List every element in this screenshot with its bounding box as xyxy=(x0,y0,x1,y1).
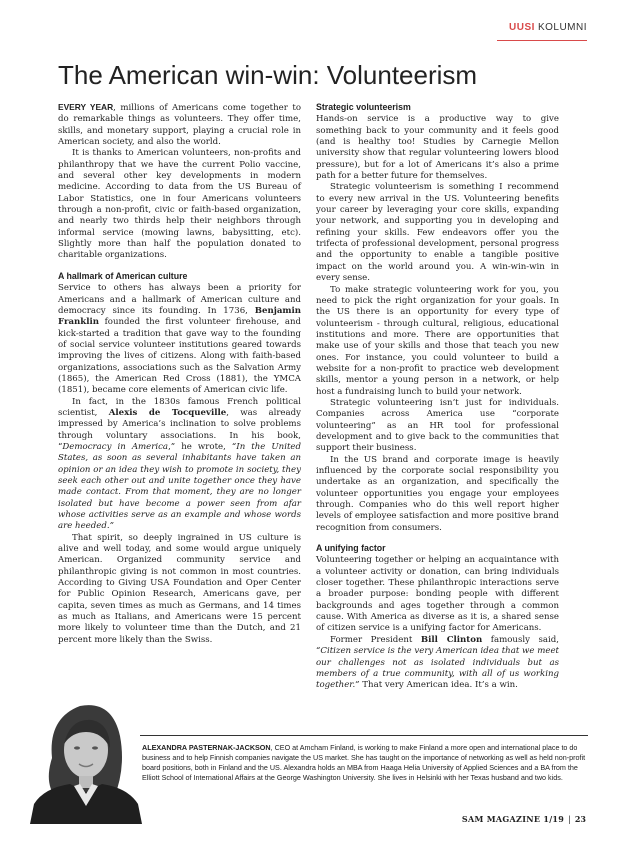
section-tag-name: KOLUMNI xyxy=(537,22,587,33)
subheading: A hallmark of American culture xyxy=(58,270,188,281)
author-bio: ALEXANDRA PASTERNAK-JACKSON, CEO at Amcham Finland, is working to make Finland a more open and international place to do business and to help Finnish companies navigate the US market. She has taught on the importance of networking as well as held non-profit board positions, both in Finland and the US. Alexandra holds an MBA from Haaga Helia University of Applied Sciences and a BA from the Elliott School of International Affairs at the George Washington University. She lives in Helsinki with her Texas husband and two kids. xyxy=(142,743,586,782)
paragraph: In the US brand and corporate image is heavily influenced by the corporate social responsibility you undertake as an organization, and specifically the volunteer opportunities you engage your employees through. Companies who do this well report higher levels of employee satisfaction and more positive brand recognition from consumers. xyxy=(316,454,559,533)
paragraph: Hands-on service is a productive way to give something back to your community and it feels good (and is healthy too! Studies by Carnegie Mellon university show that regular volunteering lowers blood pressure), but for a lot of Americans it’s also a prime path for a better future for themselves. xyxy=(316,114,559,182)
book-title: Democracy in America xyxy=(62,441,169,452)
intro-paragraph: EVERY YEAR, millions of Americans come together to do remarkable things as volunteers. They offer time, skills, and monetary support, playing a crucial role in American society, and also the world. xyxy=(58,102,301,148)
right-column xyxy=(316,102,559,692)
page-footer xyxy=(462,814,586,824)
person-name: Benjamin Franklin xyxy=(58,305,301,328)
magazine-name: SAM MAGAZINE 1/19 xyxy=(461,814,565,824)
person-name: Bill Clinton xyxy=(420,634,483,645)
article-title: The American win-win: Volunteerism xyxy=(58,60,478,90)
paragraph: Strategic volunteering isn’t just for individuals. Companies across America use “corporate volunteering” as an HR tool for professional development and to give back to the communities that support their business. xyxy=(316,397,559,454)
header-rule xyxy=(497,40,587,41)
left-column xyxy=(58,102,301,646)
footer-separator: | xyxy=(568,815,571,824)
person-name: Alexis de Tocqueville xyxy=(108,407,227,418)
paragraph: That spirit, so deeply ingrained in US culture is alive and well today, and some would argue uniquely American. Organized community service and philanthropic giving is not common in most countries. According to Giving USA Foundation and Oper Center for Public Opinion Research, Americans gave, per capita, seven times as much as Germans, and 14 times as much as Italians, and Americans were 15 percent more likely to volunteer time than the Dutch, and 21 percent more likely than the Swiss. xyxy=(58,532,301,645)
intro-lead: EVERY YEAR xyxy=(58,102,114,112)
paragraph: To make strategic volunteering work for you, you need to pick the right organization for your goals. In the US there is an opportunity for every type of volunteerism - through cultural, religious, educational institutions and more. There are opportunities that make use of your skills and those that teach you new ones. For instance, you could volunteer to build a website for a non-profit to practice web development skills, mentor a young person in a network, or help host a fundraising lunch to build your network. xyxy=(316,284,559,397)
paragraph: Former President Bill Clinton famously said, “Citizen service is the very American idea that we meet our challenges not as isolated individuals but as members of a true community, with all of us working together.” That very American idea. It’s a win. xyxy=(316,634,559,691)
bio-rule xyxy=(140,735,588,736)
paragraph: Strategic volunteerism is something I recommend to every new arrival in the US. Volunteering benefits your career by leveraging your core skills, expanding your network, and supporting you in developing and refining your skills. Few endeavors offer you the trifecta of professional development, personal progress and the opportunity to enable a tangible positive impact on the world around you. A win-win-win in every sense. xyxy=(316,182,559,284)
section-tag-new: UUSI xyxy=(509,22,535,33)
paragraph: In fact, in the 1830s famous French political scientist, Alexis de Tocqueville, was already impressed by America’s inclination to solve problems through voluntary associations. In his book, “Democracy in America,” he wrote, “In the United States, as soon as several inhabitants have taken an opinion or an idea they wish to promote in society, they seek each other out and unite together once they have made contact. From that moment, they are no longer isolated but have become a power seen from afar whose activities serve as an example and whose words are heeded.” xyxy=(58,396,301,532)
page-number: 23 xyxy=(574,814,586,824)
quote: “Citizen service is the very American idea that we meet our challenges not as isolated individuals but as members of a true community, with all of us working together.” xyxy=(316,646,559,691)
paragraph: Volunteering together or helping an acquaintance with a volunteer activity or donation, can bring individuals closer together. These philanthropic interactions serve a broader purpose: bonding people with different backgrounds and ages together through a common cause. With America as diverse as it is, a shared sense of citizen service is a unifying factor for Americans. xyxy=(316,555,559,634)
subheading: Strategic volunteerism xyxy=(316,102,411,112)
paragraph: It is thanks to American volunteers, non-profits and philanthropy that we have the current Polio vaccine, and several other key developments in modern medicine. According to data from the US Bureau of Labor Statistics, one in four Americans volunteers through a non-profit, civic or faith-based organization, and nearly two thirds help their neighbors through informal service (mowing lawns, babysitting, etc). Slightly more than half the population donated to charitable organizations. xyxy=(58,148,301,261)
paragraph: Service to others has always been a priority for Americans and a hallmark of American culture and democracy since its founding. In 1736, Benjamin Franklin founded the first volunteer firehouse, and kick-started a tradition that gave way to the founding of social service volunteer institutions geared towards improving the lives of citizens. Along with faith-based organizations, associations such as the Salvation Army (1865), the American Red Cross (1881), the YMCA (1851), became core elements of American civic life. xyxy=(58,283,301,396)
author-name: ALEXANDRA PASTERNAK-JACKSON xyxy=(142,743,271,752)
section-tag xyxy=(509,22,587,33)
author-photo xyxy=(30,688,142,824)
subheading: A unifying factor xyxy=(316,543,386,554)
quote: “In the United States, as soon as several inhabitants have taken an opinion or an idea they wish to promote in society, they seek each other out and unite together once they have made contact. From that moment, they are no longer isolated but have become a power seen from afar whose activities serve as an example and whose words are heeded.” xyxy=(58,441,301,532)
